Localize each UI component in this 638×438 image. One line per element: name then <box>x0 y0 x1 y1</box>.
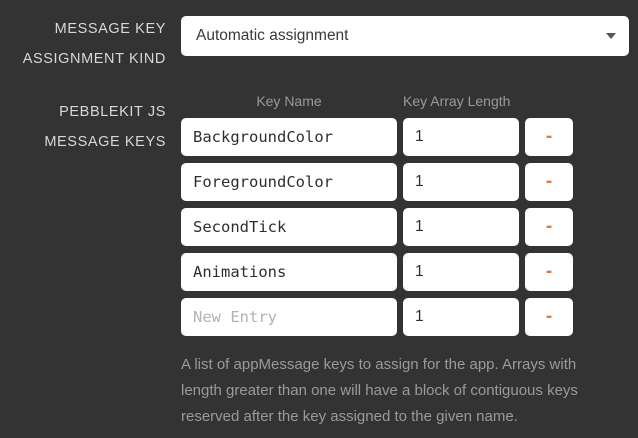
table-row <box>181 163 573 208</box>
message-keys-table <box>181 118 573 343</box>
assignment-kind-selected-value: Automatic assignment <box>196 27 349 44</box>
key-name-input[interactable]: SecondTick <box>181 208 397 246</box>
assignment-kind-select[interactable] <box>181 16 629 56</box>
message-keys-label-line2: MESSAGE KEYS <box>44 134 166 150</box>
key-name-input[interactable]: ForegroundColor <box>181 163 397 201</box>
remove-key-button[interactable]: - <box>525 163 573 201</box>
message-keys-help-text: A list of appMessage keys to assign for the app. Arrays with length greater than one will have a block of contiguous keys reserved after the key assigned to the given name. <box>181 356 578 425</box>
key-array-length-input[interactable]: 1 <box>403 253 519 291</box>
key-array-length-input[interactable]: 1 <box>403 118 519 156</box>
message-key-assignment-label-line1: MESSAGE KEY <box>54 21 166 37</box>
key-array-length-input[interactable]: 1 <box>403 208 519 246</box>
message-keys-column-headers: Key Name Key Array Length <box>181 92 581 112</box>
table-row-new-entry <box>181 298 573 343</box>
remove-key-button[interactable]: - <box>525 208 573 246</box>
message-key-assignment-label <box>0 14 166 74</box>
table-row <box>181 118 573 163</box>
new-key-name-input[interactable]: New Entry <box>181 298 397 336</box>
remove-key-button[interactable]: - <box>525 118 573 156</box>
table-row <box>181 208 573 253</box>
message-keys-label <box>0 97 166 157</box>
key-array-length-input[interactable]: 1 <box>403 163 519 201</box>
remove-key-button[interactable]: - <box>525 298 573 336</box>
chevron-down-icon <box>606 33 616 39</box>
message-keys-label-line1: PEBBLEKIT JS <box>59 104 166 120</box>
key-name-input[interactable]: Animations <box>181 253 397 291</box>
remove-key-button[interactable]: - <box>525 253 573 291</box>
table-row <box>181 253 573 298</box>
new-key-array-length-input[interactable]: 1 <box>403 298 519 336</box>
key-name-input[interactable]: BackgroundColor <box>181 118 397 156</box>
column-header-key-name: Key Name <box>256 93 322 109</box>
message-key-assignment-row <box>0 14 638 74</box>
message-key-assignment-label-line2: ASSIGNMENT KIND <box>22 51 166 67</box>
